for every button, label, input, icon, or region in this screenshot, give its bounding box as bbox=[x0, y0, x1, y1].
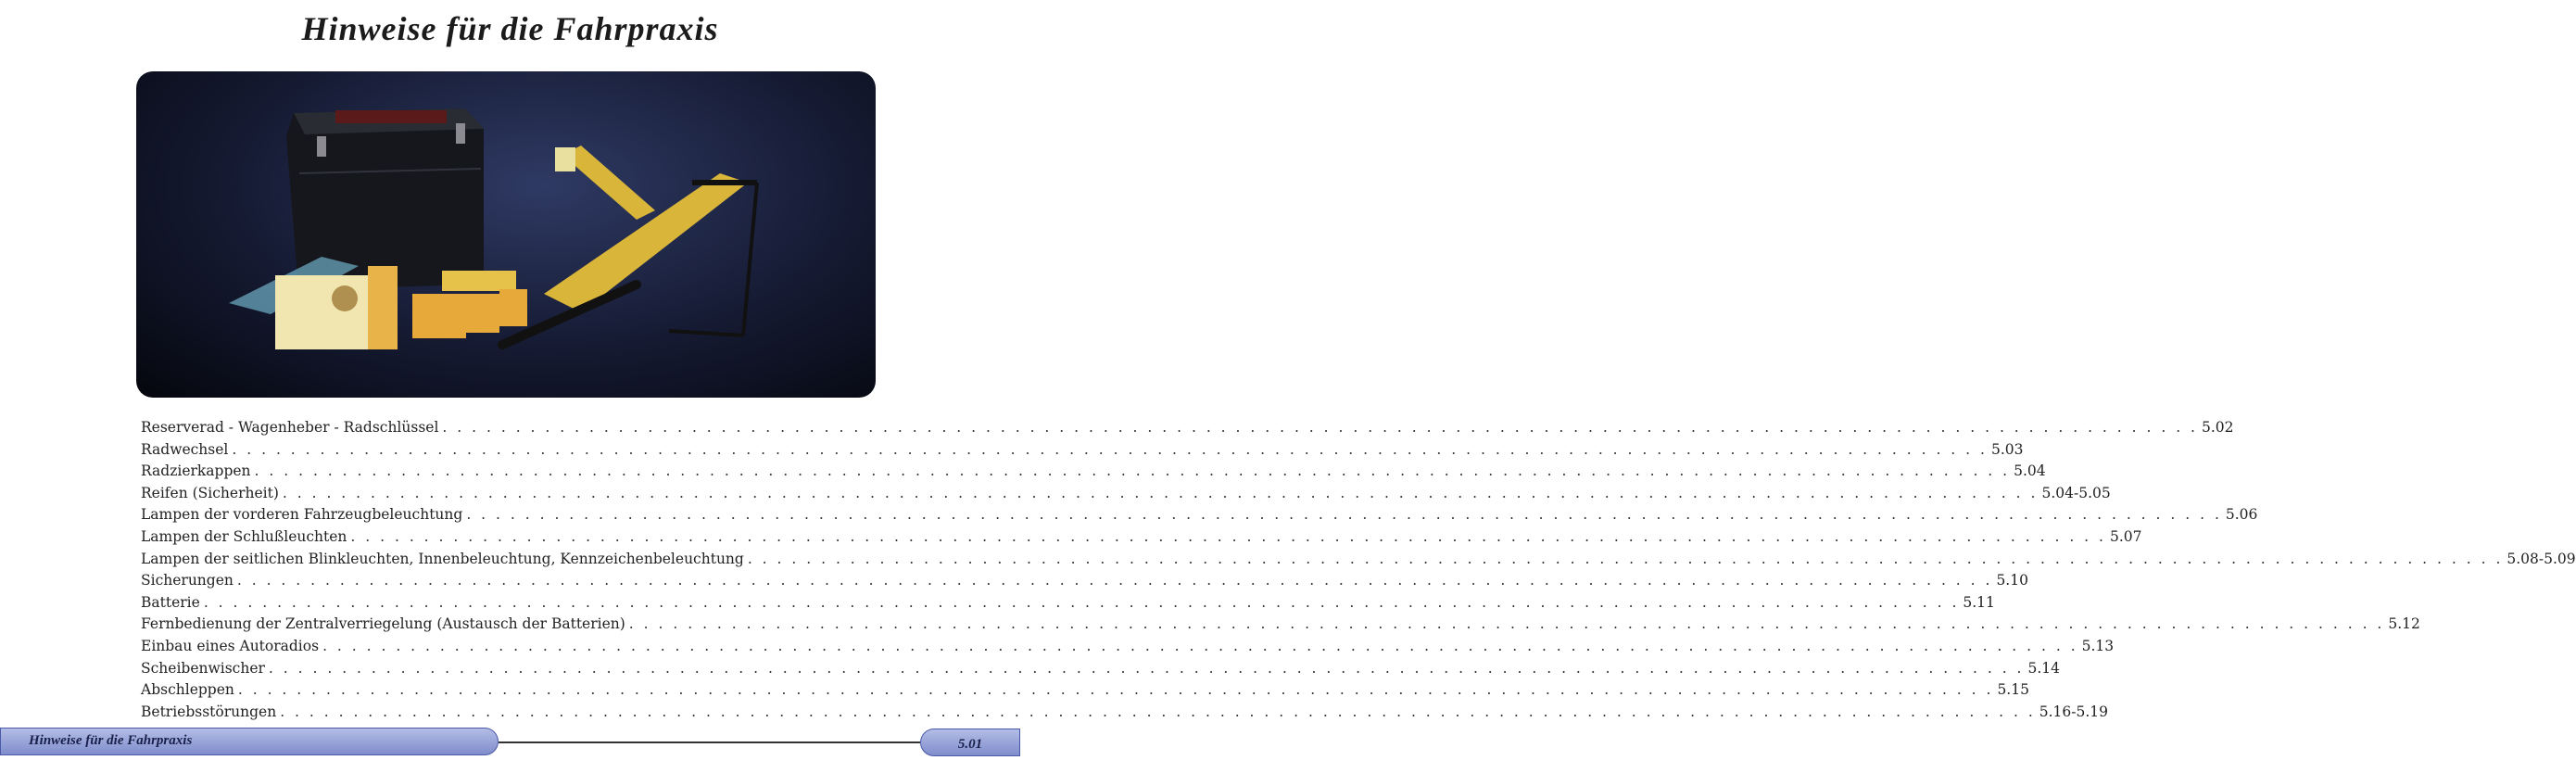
toc-entry-label: Lampen der Schlußleuchten bbox=[141, 527, 347, 545]
toc-leader-dots: . . . . . . . . . . . . . . . . . . . . . . . . . . . . . . . . . . . . . . . . . . . . . . . . . . . . . . . . . . . . . . . . . . . . . . . . . . . . . . . . . . . . . . . . . . . . . . . . . . . . . . . . . . . . . . . . . . . . . . . . bbox=[237, 681, 1994, 699]
toc-entry-label: Lampen der seitlichen Blinkleuchten, Innenbeleuchtung, Kennzeichenbeleuchtung bbox=[141, 550, 744, 567]
toc-entry-label: Abschleppen bbox=[141, 681, 234, 699]
toc-leader-dots: . . . . . . . . . . . . . . . . . . . . . . . . . . . . . . . . . . . . . . . . . . . . . . . . . . . . . . . . . . . . . . . . . . . . . . . . . . . . . . . . . . . . . . . . . . . . . . . . . . . . . . . . . . . . . . . . . . . . . . . . bbox=[466, 506, 2222, 524]
toc-leader-dots: . . . . . . . . . . . . . . . . . . . . . . . . . . . . . . . . . . . . . . . . . . . . . . . . . . . . . . . . . . . . . . . . . . . . . . . . . . . . . . . . . . . . . . . . . . . . . . . . . . . . . . . . . . . . . . . . . . . . . . . . bbox=[236, 572, 1993, 589]
toc-entry[interactable] bbox=[141, 570, 2028, 592]
toc-leader-dots: . . . . . . . . . . . . . . . . . . . . . . . . . . . . . . . . . . . . . . . . . . . . . . . . . . . . . . . . . . . . . . . . . . . . . . . . . . . . . . . . . . . . . . . . . . . . . . . . . . . . . . . . . . . . . . . . . . . . . . . . bbox=[322, 637, 2078, 654]
toc-entry-label: Reserverad - Wagenheber - Radschlüssel bbox=[141, 419, 439, 436]
footer-section-label: Hinweise für die Fahrpraxis bbox=[29, 733, 193, 748]
toc-leader-dots: . . . . . . . . . . . . . . . . . . . . . . . . . . . . . . . . . . . . . . . . . . . . . . . . . . . . . . . . . . . . . . . . . . . . . . . . . . . . . . . . . . . . . . . . . . . . . . . . . . . . . . . . . . . . . . . . . . . . . . . . bbox=[254, 463, 2011, 480]
equipment-photo bbox=[136, 71, 876, 398]
toc-entry-page: 5.04-5.05 bbox=[2041, 484, 2111, 501]
toc-entry-label: Lampen der vorderen Fahrzeugbeleuchtung bbox=[141, 506, 463, 524]
toc-entry[interactable] bbox=[141, 461, 2046, 483]
footer-divider bbox=[499, 741, 920, 743]
toc-entry[interactable] bbox=[141, 636, 2115, 658]
toc-entry[interactable] bbox=[141, 483, 2111, 505]
toc-entry-label: Betriebsstörungen bbox=[141, 703, 277, 720]
toc-entry[interactable] bbox=[141, 417, 2234, 439]
toc-entry-page: 5.13 bbox=[2081, 637, 2115, 654]
toc-leader-dots: . . . . . . . . . . . . . . . . . . . . . . . . . . . . . . . . . . . . . . . . . . . . . . . . . . . . . . . . . . . . . . . . . . . . . . . . . . . . . . . . . . . . . . . . . . . . . . . . . . . . . . . . . . . . . . . . . . . . . . . . bbox=[350, 527, 2106, 545]
toc-entry[interactable] bbox=[141, 702, 2109, 724]
toc-leader-dots: . . . . . . . . . . . . . . . . . . . . . . . . . . . . . . . . . . . . . . . . . . . . . . . . . . . . . . . . . . . . . . . . . . . . . . . . . . . . . . . . . . . . . . . . . . . . . . . . . . . . . . . . . . . . . . . . . . . . . . . . bbox=[268, 659, 2025, 677]
toc-entry-label: Sicherungen bbox=[141, 572, 234, 589]
toc-entry-page: 5.11 bbox=[1963, 593, 1995, 611]
footer-section-tab bbox=[0, 728, 499, 755]
page-title: Hinweise für die Fahrpraxis bbox=[301, 10, 719, 47]
toc-leader-dots: . . . . . . . . . . . . . . . . . . . . . . . . . . . . . . . . . . . . . . . . . . . . . . . . . . . . . . . . . . . . . . . . . . . . . . . . . . . . . . . . . . . . . . . . . . . . . . . . . . . . . . . . . . . . . . . . . . . . . . . . bbox=[280, 703, 2036, 720]
toc-entry[interactable] bbox=[141, 439, 2024, 462]
toc-entry-label: Batterie bbox=[141, 593, 200, 611]
toc-entry-label: Einbau eines Autoradios bbox=[141, 637, 320, 654]
toc-entry-page: 5.03 bbox=[1990, 440, 2024, 458]
toc-entry[interactable] bbox=[141, 549, 2576, 571]
toc-entry-page: 5.15 bbox=[1997, 681, 2029, 699]
toc-entry[interactable] bbox=[141, 526, 2142, 549]
toc-entry-label: Scheibenwischer bbox=[141, 659, 265, 677]
toc-entry-page: 5.10 bbox=[1996, 572, 2028, 589]
toc-leader-dots: . . . . . . . . . . . . . . . . . . . . . . . . . . . . . . . . . . . . . . . . . . . . . . . . . . . . . . . . . . . . . . . . . . . . . . . . . . . . . . . . . . . . . . . . . . . . . . . . . . . . . . . . . . . . . . . . . . . . . . . . bbox=[747, 550, 2504, 567]
toc-entry[interactable] bbox=[141, 679, 2029, 702]
page-number-tab bbox=[920, 729, 1020, 756]
toc-leader-dots: . . . . . . . . . . . . . . . . . . . . . . . . . . . . . . . . . . . . . . . . . . . . . . . . . . . . . . . . . . . . . . . . . . . . . . . . . . . . . . . . . . . . . . . . . . . . . . . . . . . . . . . . . . . . . . . . . . . . . . . . bbox=[232, 440, 1988, 458]
toc-entry-page: 5.08-5.09 bbox=[2507, 550, 2576, 567]
toc-entry-page: 5.06 bbox=[2225, 506, 2258, 524]
toc-entry-page: 5.02 bbox=[2201, 419, 2234, 436]
toc-entry-label: Reifen (Sicherheit) bbox=[141, 484, 279, 501]
bulb-box-illustration bbox=[229, 257, 398, 349]
toc-entry-label: Radzierkappen bbox=[141, 463, 251, 480]
toc-leader-dots: . . . . . . . . . . . . . . . . . . . . . . . . . . . . . . . . . . . . . . . . . . . . . . . . . . . . . . . . . . . . . . . . . . . . . . . . . . . . . . . . . . . . . . . . . . . . . . . . . . . . . . . . . . . . . . . . . . . . . . . . bbox=[628, 615, 2385, 633]
toc-entry-page: 5.12 bbox=[2388, 615, 2420, 633]
toc-leader-dots: . . . . . . . . . . . . . . . . . . . . . . . . . . . . . . . . . . . . . . . . . . . . . . . . . . . . . . . . . . . . . . . . . . . . . . . . . . . . . . . . . . . . . . . . . . . . . . . . . . . . . . . . . . . . . . . . . . . . . . . . bbox=[203, 593, 1960, 611]
toc-entry[interactable] bbox=[141, 592, 1995, 615]
toc-entry-page: 5.07 bbox=[2109, 527, 2142, 545]
toc-entry-page: 5.04 bbox=[2014, 463, 2046, 480]
toc-entry[interactable] bbox=[141, 614, 2420, 636]
toc-entry-page: 5.14 bbox=[2027, 659, 2060, 677]
toc-entry-page: 5.16-5.19 bbox=[2039, 703, 2109, 720]
toc-entry[interactable] bbox=[141, 658, 2060, 680]
toc-leader-dots: . . . . . . . . . . . . . . . . . . . . . . . . . . . . . . . . . . . . . . . . . . . . . . . . . . . . . . . . . . . . . . . . . . . . . . . . . . . . . . . . . . . . . . . . . . . . . . . . . . . . . . . . . . . . . . . . . . . . . . . . bbox=[282, 484, 2039, 501]
toc-leader-dots: . . . . . . . . . . . . . . . . . . . . . . . . . . . . . . . . . . . . . . . . . . . . . . . . . . . . . . . . . . . . . . . . . . . . . . . . . . . . . . . . . . . . . . . . . . . . . . . . . . . . . . . . . . . . . . . . . . . . . . . . bbox=[442, 419, 2198, 436]
toc-entry-label: Radwechsel bbox=[141, 440, 229, 458]
table-of-contents bbox=[141, 417, 2576, 723]
page-number: 5.01 bbox=[957, 737, 983, 752]
toc-entry-label: Fernbedienung der Zentralverriegelung (Austausch der Batterien) bbox=[141, 615, 625, 633]
toc-entry[interactable] bbox=[141, 504, 2258, 526]
